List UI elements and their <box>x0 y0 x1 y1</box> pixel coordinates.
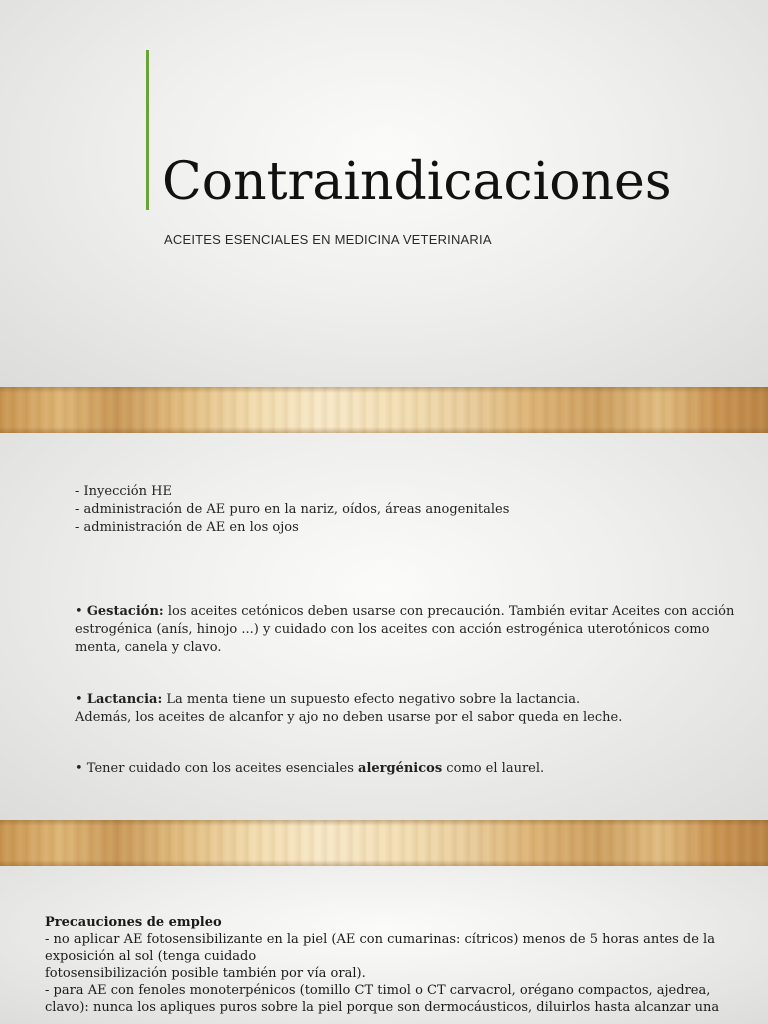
slide-subtitle: ACEITES ESENCIALES EN MEDICINA VETERINARIA <box>164 232 492 247</box>
gestacion-text-1: los aceites cetónicos deben usarse con precaución. También evitar Aceites con acción <box>163 604 735 619</box>
precautions-heading: Precauciones de empleo <box>45 915 222 930</box>
precautions-line: exposición al sol (tenga cuidado <box>45 949 257 964</box>
gestacion-paragraph <box>75 603 735 657</box>
alergenicos-text-before: Tener cuidado con los aceites esenciales <box>82 761 359 776</box>
precautions-text <box>45 914 745 1016</box>
lactancia-text-2: Además, los aceites de alcanfor y ajo no deben usarse por el sabor queda en leche. <box>75 710 623 725</box>
alergenicos-text-after: como el laurel. <box>442 761 545 776</box>
gestacion-text-2: estrogénica (anís, hinojo ...) y cuidado con los aceites con acción estrogénica uterotónicos como <box>75 622 710 637</box>
wood-divider <box>0 820 768 866</box>
alergenicos-paragraph <box>75 760 715 778</box>
lactancia-text-1: La menta tiene un supuesto efecto negativo sobre la lactancia. <box>162 692 581 707</box>
precautions-slide <box>0 866 768 1024</box>
bullet: • <box>75 761 83 776</box>
lactancia-paragraph <box>75 691 715 727</box>
wood-divider <box>0 387 768 433</box>
list-item: - Inyección HE <box>75 484 172 499</box>
gestacion-text-3: menta, canela y clavo. <box>75 640 222 655</box>
precautions-line: fotosensibilización posible también por vía oral). <box>45 966 366 981</box>
list-item: - administración de AE en los ojos <box>75 520 299 535</box>
precautions-line: clavo): nunca los apliques puros sobre la piel porque son dermocáusticos, diluirlos hasta alcanzar una <box>45 1000 720 1015</box>
gestacion-label: Gestación: <box>86 604 164 619</box>
precautions-line: - no aplicar AE fotosensibilizante en la piel (AE con cumarinas: cítricos) menos de 5 horas antes de la <box>45 932 715 947</box>
lactancia-label: Lactancia: <box>86 692 163 707</box>
accent-bar <box>146 50 149 210</box>
bullet: • <box>75 604 83 619</box>
bullet: • <box>75 692 83 707</box>
precautions-line: - para AE con fenoles monoterpénicos (tomillo CT timol o CT carvacrol, orégano compactos, ajedrea, <box>45 983 711 998</box>
alergenicos-bold: alergénicos <box>358 761 443 776</box>
contraindications-list <box>75 483 715 537</box>
contraindications-slide <box>0 433 768 820</box>
slide-title: Contraindicaciones <box>162 152 672 212</box>
title-slide <box>0 0 768 387</box>
list-item: - administración de AE puro en la nariz, oídos, áreas anogenitales <box>75 502 510 517</box>
